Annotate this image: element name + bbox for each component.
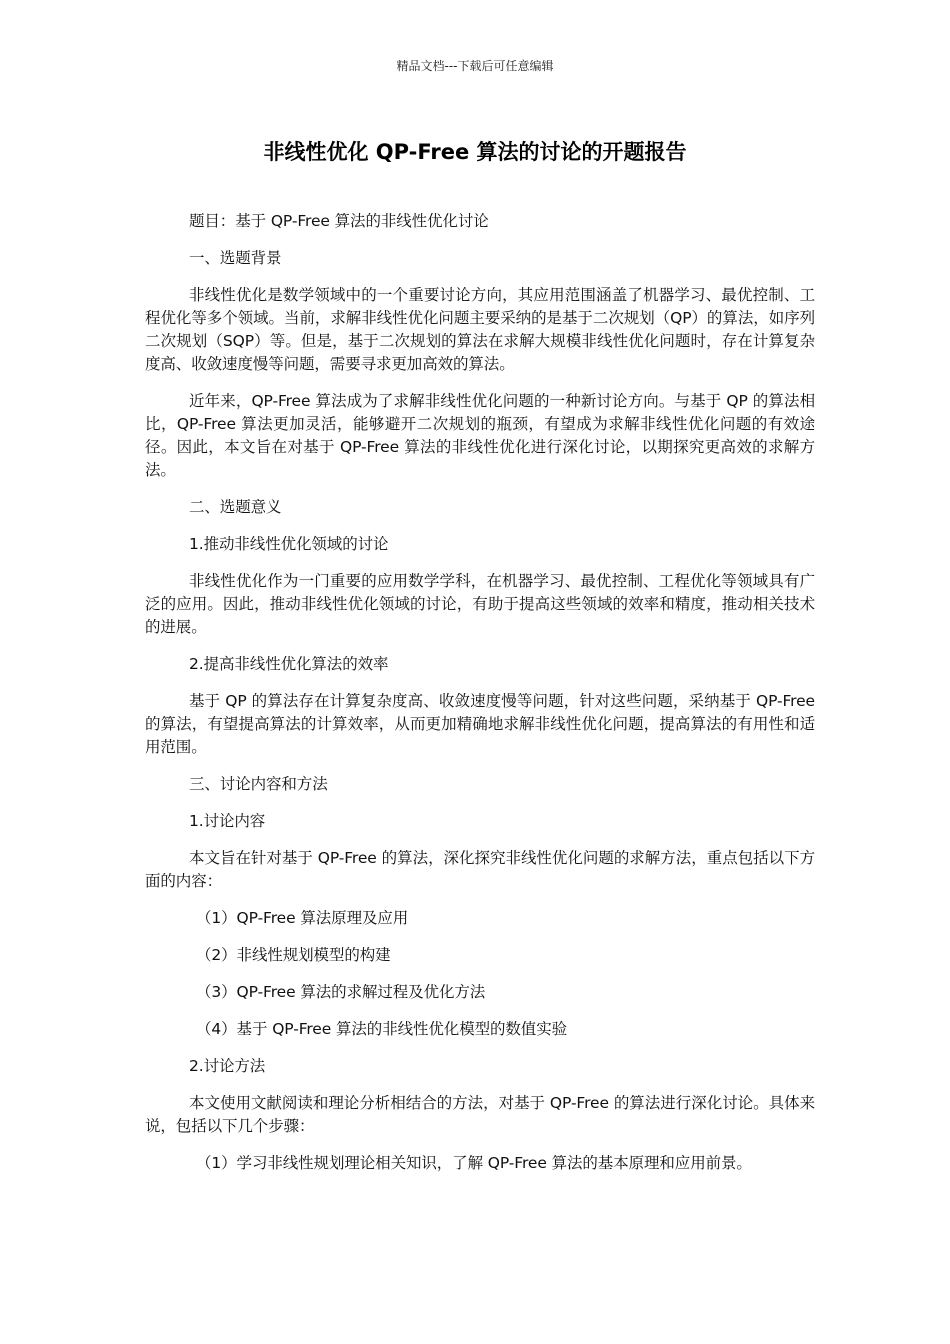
method-paragraph: 本文使用文献阅读和理论分析相结合的方法，对基于 QP-Free 的算法进行深化讨论。具体来说，包括以下几个步骤： xyxy=(145,1094,815,1135)
method-list-item: （1）学习非线性规划理论相关知识，了解 QP-Free 算法的基本原理和应用前景。 xyxy=(196,1154,752,1172)
content-list-item: （2）非线性规划模型的构建 xyxy=(196,946,391,964)
significance-paragraph-1: 非线性优化作为一门重要的应用数学学科，在机器学习、最优控制、工程优化等领域具有广泛的应用。因此，推动非线性优化领域的讨论，有助于提高这些领域的效率和精度，推动相关技术的进展。 xyxy=(145,572,815,636)
background-paragraph-1: 非线性优化是数学领域中的一个重要讨论方向，其应用范围涵盖了机器学习、最优控制、工程优化等多个领域。当前，求解非线性优化问题主要采纳的是基于二次规划（QP）的算法，如序列二次规划（SQP）等。但是，基于二次规划的算法在求解大规模非线性优化问题时，存在计算复杂度高、收敛速度慢等问题，需要寻求更加高效的算法。 xyxy=(145,286,815,373)
content-list-item: （4）基于 QP-Free 算法的非线性优化模型的数值实验 xyxy=(196,1020,568,1038)
document-title: 非线性优化 QP-Free 算法的讨论的开题报告 xyxy=(263,140,687,164)
section-heading-significance: 二、选题意义 xyxy=(189,498,282,516)
section-heading-content-method: 三、讨论内容和方法 xyxy=(189,775,328,793)
subject-line: 题目：基于 QP-Free 算法的非线性优化讨论 xyxy=(189,212,489,230)
document-body xyxy=(145,210,815,1189)
significance-subheading-2: 2.提高非线性优化算法的效率 xyxy=(189,655,389,673)
section-heading-background: 一、选题背景 xyxy=(189,249,282,267)
significance-paragraph-2: 基于 QP 的算法存在计算复杂度高、收敛速度慢等问题，针对这些问题，采纳基于 QP-Free 的算法，有望提高算法的计算效率，从而更加精确地求解非线性优化问题，提高算法的有用性和适用范围。 xyxy=(145,692,815,756)
background-paragraph-2: 近年来，QP-Free 算法成为了求解非线性优化问题的一种新讨论方向。与基于 QP 的算法相比，QP-Free 算法更加灵活，能够避开二次规划的瓶颈，有望成为求解非线性优化问题的有效途径。因此，本文旨在对基于 QP-Free 算法的非线性优化进行深化讨论，以期探究更高效的求解方法。 xyxy=(145,392,815,479)
content-subheading: 1.讨论内容 xyxy=(189,812,266,830)
content-list-item: （1）QP-Free 算法原理及应用 xyxy=(196,909,409,927)
content-paragraph: 本文旨在针对基于 QP-Free 的算法，深化探究非线性优化问题的求解方法，重点包括以下方面的内容： xyxy=(145,849,815,890)
content-list-item: （3）QP-Free 算法的求解过程及优化方法 xyxy=(196,983,486,1001)
header-note: 精品文档---下载后可任意编辑 xyxy=(396,59,554,73)
method-subheading: 2.讨论方法 xyxy=(189,1057,266,1075)
significance-subheading-1: 1.推动非线性优化领域的讨论 xyxy=(189,535,389,553)
